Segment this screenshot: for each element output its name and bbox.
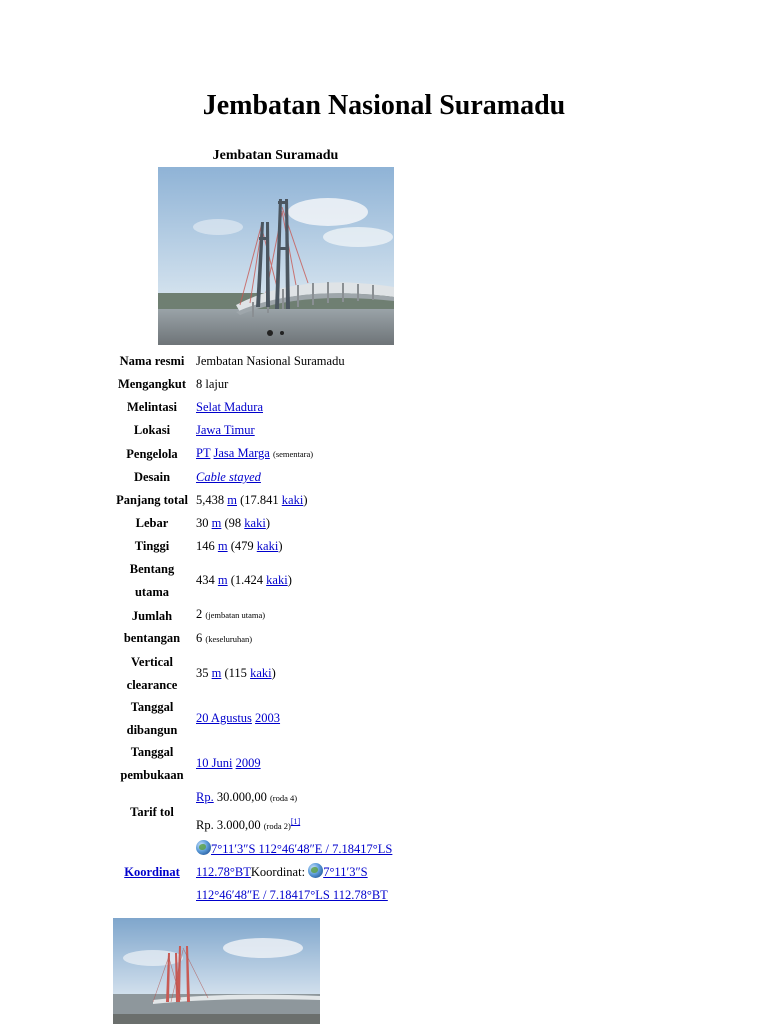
year-link[interactable]: 2009	[235, 756, 261, 770]
meter-link[interactable]: m	[217, 573, 228, 587]
infobox-row: Tinggi 146 m (479 kaki)	[112, 535, 562, 558]
infobox-row	[112, 442, 562, 466]
value-converted: (1.424	[230, 573, 264, 587]
kaki-link[interactable]: kaki	[266, 573, 288, 587]
row-label: Melintasi	[127, 400, 177, 415]
value-number: 30.000,00	[216, 790, 267, 804]
value-number: 5,438	[196, 493, 225, 507]
value-number: 146	[196, 539, 215, 553]
date-link[interactable]: 10 Juni	[196, 756, 233, 770]
infobox-row	[112, 466, 562, 489]
row-note: (keseluruhan)	[205, 634, 253, 644]
infobox-row: Bentang utama 434 m (1.424 kaki)	[112, 558, 562, 603]
row-note: (jembatan utama)	[205, 610, 266, 620]
infobox-table	[112, 350, 562, 907]
row-label: Pengelola	[126, 446, 178, 461]
reference-link[interactable]: [1]	[290, 817, 301, 826]
row-label: Tanggal dibangun	[126, 700, 178, 737]
coordinate-label: Koordinat:	[250, 865, 306, 880]
selat-madura-link[interactable]: Selat Madura	[196, 400, 263, 414]
coordinate-link-2-cont[interactable]: 112°46′48″E / 7.18417°LS 112.78°BT	[196, 888, 388, 903]
row-label: Tarif tol	[130, 804, 174, 819]
infobox-row	[112, 741, 562, 786]
value-number: 2	[196, 607, 203, 621]
row-note: (roda 2)	[263, 821, 291, 832]
year-link[interactable]: 2003	[255, 711, 281, 725]
value-number: 6	[196, 631, 203, 645]
row-label: Bentang utama	[129, 562, 175, 599]
infobox-row: Vertical clearance 35 m (115 kaki)	[112, 651, 562, 696]
row-label: Mengangkut	[117, 377, 187, 392]
infobox-row	[112, 838, 562, 907]
infobox-row	[112, 786, 562, 838]
rupiah-link[interactable]: Rp.	[196, 790, 214, 804]
image-caption: Jembatan Suramadu	[212, 148, 339, 163]
coordinate-link-cont[interactable]: 112.78°BT	[196, 865, 251, 880]
row-value: Jembatan Nasional Suramadu	[196, 354, 345, 368]
bridge-photo	[158, 167, 394, 345]
row-note: (sementara)	[272, 449, 314, 459]
infobox-row	[112, 419, 562, 442]
row-label: Lokasi	[133, 423, 171, 438]
globe-icon[interactable]	[196, 840, 211, 855]
infobox-row	[112, 603, 562, 651]
value-converted: (98	[224, 516, 242, 530]
row-label: Vertical clearance	[126, 655, 178, 692]
infobox-row	[112, 696, 562, 741]
kaki-link[interactable]: kaki	[281, 493, 304, 507]
row-note: (roda 4)	[269, 793, 298, 803]
coordinate-link-2[interactable]: 7°11′3″S	[323, 865, 368, 880]
kaki-link[interactable]: kaki	[256, 539, 279, 553]
meter-link[interactable]: m	[227, 493, 237, 507]
value-converted: (115	[224, 666, 247, 680]
row-label: Panjang total	[116, 493, 188, 508]
infobox-row	[112, 350, 562, 373]
date-link[interactable]: 20 Agustus	[196, 711, 252, 725]
row-label: Tanggal pembukaan	[120, 745, 184, 782]
bridge-photo-secondary	[113, 918, 320, 1024]
row-label: Desain	[133, 470, 171, 485]
value-number: 434	[196, 573, 215, 587]
pt-link[interactable]: PT	[196, 446, 211, 460]
infobox-row	[112, 373, 562, 396]
globe-icon[interactable]	[308, 863, 323, 878]
value-number: Rp. 3.000,00	[196, 818, 261, 833]
meter-link[interactable]: m	[211, 516, 222, 530]
infobox-row: Lebar 30 m (98 kaki)	[112, 512, 562, 535]
infobox-row	[112, 396, 562, 419]
value-number: 35	[196, 666, 209, 680]
value-number: 30	[196, 516, 209, 530]
cable-stayed-link[interactable]: Cable stayed	[196, 470, 261, 484]
jawa-timur-link[interactable]: Jawa Timur	[196, 423, 255, 437]
infobox-row: Panjang total 5,438 m (17.841 kaki)	[112, 489, 562, 512]
row-label: Lebar	[135, 516, 169, 531]
row-label: Nama resmi	[119, 354, 185, 369]
kaki-link[interactable]: kaki	[250, 666, 272, 680]
value-converted: (17.841	[240, 493, 279, 507]
kaki-link[interactable]: kaki	[244, 516, 266, 530]
page-title: Jembatan Nasional Suramadu	[202, 90, 566, 121]
jasa-marga-link[interactable]: Jasa Marga	[213, 446, 270, 460]
koordinat-link[interactable]: Koordinat	[124, 865, 180, 880]
coordinate-link[interactable]: 7°11′3″S 112°46′48″E / 7.18417°LS	[211, 842, 393, 857]
value-converted: (479	[230, 539, 254, 553]
meter-link[interactable]: m	[217, 539, 228, 553]
row-label: Jumlah bentangan	[123, 608, 181, 645]
row-value: 8 lajur	[196, 377, 229, 391]
row-label: Tinggi	[134, 539, 170, 554]
meter-link[interactable]: m	[211, 666, 222, 680]
